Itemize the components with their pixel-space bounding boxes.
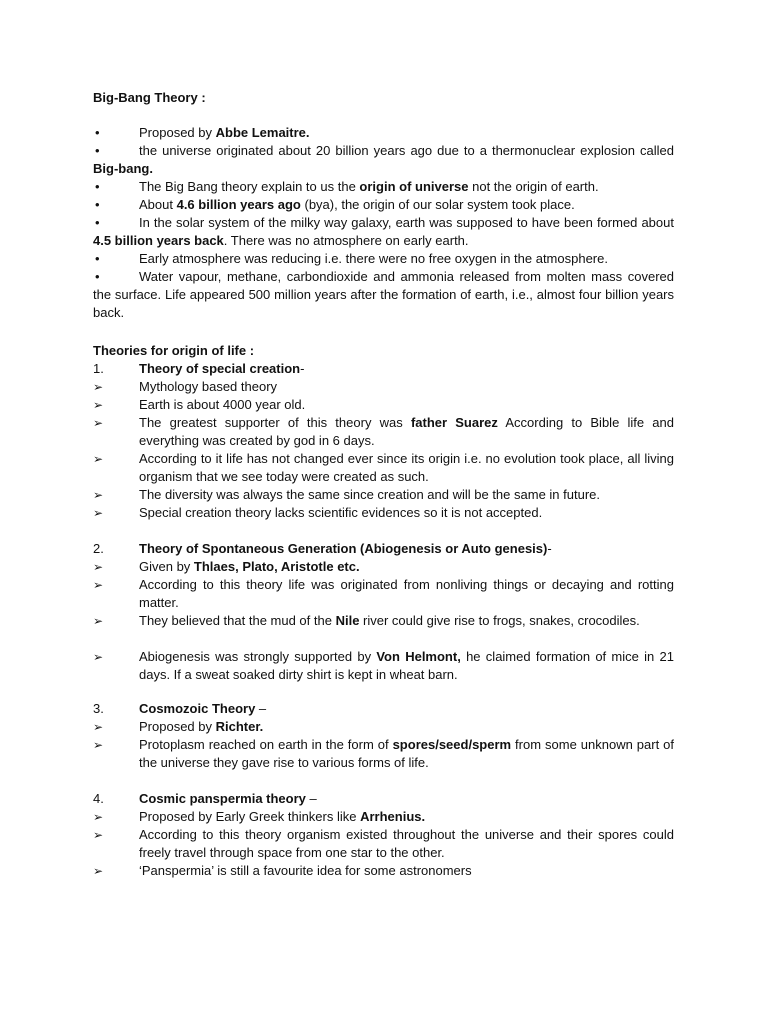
bold-text: Nile	[335, 613, 360, 628]
section-number: 4.	[93, 791, 104, 806]
bigbang-bullet-item	[93, 196, 674, 214]
list-item-text	[139, 576, 674, 612]
bullet-icon: •	[95, 269, 100, 284]
text-run: Water vapour, methane, carbondioxide and ammonia released from molten mass covered the surface. Life appeared 500 million years after the formation of earth, i.e., almost four billion years back.	[93, 269, 674, 320]
list-item-text	[139, 612, 674, 630]
bold-text: Cosmozoic Theory	[139, 701, 256, 716]
bold-text: origin of universe	[359, 179, 469, 194]
text-run: he claimed formation of mice in 21 days. If a sweat soaked dirty shirt is kept in wheat barn.	[139, 649, 674, 682]
text-run: The diversity was always the same since creation and will be the same in future.	[139, 487, 600, 502]
section-number: 3.	[93, 701, 104, 716]
text-run: In the solar system of the milky way galaxy, earth was supposed to have been formed about	[139, 215, 674, 230]
text-run: (bya), the origin of our solar system took place.	[300, 197, 575, 212]
text-run: According to Bible life and everything was created by god in 6 days.	[139, 415, 674, 448]
list-item-text	[139, 718, 674, 736]
bold-text: 4.6 billion years ago	[176, 197, 301, 212]
bigbang-bullet-item	[93, 142, 674, 178]
bigbang-bullet-item	[93, 214, 674, 250]
arrow-bullet-icon: ➢	[93, 810, 104, 824]
bold-text: Thlaes, Plato, Aristotle etc.	[193, 559, 360, 574]
bold-text: father Suarez	[410, 415, 498, 430]
list-item-text	[139, 736, 674, 772]
arrow-bullet-icon: ➢	[93, 488, 104, 502]
bullet-icon: •	[95, 143, 100, 158]
bigbang-bullet-item	[93, 250, 674, 268]
bold-text: Abbe Lemaitre.	[215, 125, 310, 140]
arrow-bullet-icon: ➢	[93, 398, 104, 412]
bold-text: Big-bang.	[93, 161, 153, 176]
arrow-bullet-icon: ➢	[93, 380, 104, 394]
text-run: ‘Panspermia’ is still a favourite idea for some astronomers	[139, 863, 472, 878]
bold-text: Von Helmont,	[376, 649, 461, 664]
bold-text: spores/seed/sperm	[392, 737, 512, 752]
text-run: from some unknown part of the universe they gave rise to various forms of life.	[139, 737, 674, 770]
bigbang-bullet-item	[93, 268, 674, 322]
text-run: According to this theory life was originated from nonliving things or decaying and rotting matter.	[139, 577, 674, 610]
list-item-text	[139, 414, 674, 450]
text-run: not the origin of earth.	[468, 179, 599, 194]
text-run: Special creation theory lacks scientific evidences so it is not accepted.	[139, 505, 543, 520]
bullet-icon: •	[95, 125, 100, 140]
page-title: Big-Bang Theory :	[93, 90, 206, 105]
bold-text: Richter.	[215, 719, 264, 734]
bold-text: Theory of Spontaneous Generation (Abiogenesis or Auto genesis)	[139, 541, 548, 556]
section-title	[139, 790, 674, 808]
bullet-icon: •	[95, 179, 100, 194]
text-run: –	[305, 791, 317, 806]
list-item-text	[139, 826, 674, 862]
arrow-bullet-icon: ➢	[93, 828, 104, 842]
list-item-text	[139, 648, 674, 684]
text-run: river could give rise to frogs, snakes, crocodiles.	[359, 613, 640, 628]
list-item-text	[139, 504, 674, 522]
arrow-bullet-icon: ➢	[93, 614, 104, 628]
text-run: The greatest supporter of this theory was	[139, 415, 411, 430]
list-item-text	[139, 862, 674, 880]
text-run: About	[139, 197, 177, 212]
text-run: Proposed by Early Greek thinkers like	[139, 809, 361, 824]
list-item-text	[139, 396, 674, 414]
arrow-bullet-icon: ➢	[93, 452, 104, 466]
list-item-text	[139, 378, 674, 396]
text-run: They believed that the mud of the	[139, 613, 336, 628]
bigbang-bullet-item	[93, 124, 674, 142]
text-run: Early atmosphere was reducing i.e. there were no free oxygen in the atmosphere.	[139, 251, 608, 266]
bold-text: 4.5 billion years back	[93, 233, 224, 248]
arrow-bullet-icon: ➢	[93, 650, 104, 664]
text-run: Earth is about 4000 year old.	[139, 397, 306, 412]
text-run: –	[255, 701, 267, 716]
theories-heading: Theories for origin of life :	[93, 343, 255, 358]
list-item-text	[139, 808, 674, 826]
arrow-bullet-icon: ➢	[93, 738, 104, 752]
section-number: 2.	[93, 541, 104, 556]
text-run: Proposed by	[139, 125, 216, 140]
text-run: According to it life has not changed ever since its origin i.e. no evolution took place, all living organism that we see today were created as such.	[139, 451, 674, 484]
text-run: the universe originated about 20 billion years ago due to a thermonuclear explosion called	[139, 143, 674, 158]
section-number: 1.	[93, 361, 104, 376]
arrow-bullet-icon: ➢	[93, 506, 104, 520]
arrow-bullet-icon: ➢	[93, 864, 104, 878]
text-run: -	[300, 361, 305, 376]
section-title	[139, 360, 674, 378]
bold-text: Theory of special creation	[139, 361, 301, 376]
text-run: Protoplasm reached on earth in the form of	[139, 737, 393, 752]
list-item-text	[139, 450, 674, 486]
bullet-icon: •	[95, 197, 100, 212]
list-item-text	[139, 558, 674, 576]
text-run: . There was no atmosphere on early earth.	[223, 233, 469, 248]
text-run: Proposed by	[139, 719, 216, 734]
text-run: Mythology based theory	[139, 379, 278, 394]
arrow-bullet-icon: ➢	[93, 560, 104, 574]
bigbang-bullet-item	[93, 178, 674, 196]
text-run: The Big Bang theory explain to us the	[139, 179, 360, 194]
bold-text: Arrhenius.	[360, 809, 426, 824]
list-item-text	[139, 486, 674, 504]
text-run: According to this theory organism existed throughout the universe and their spores could freely travel through space from one star to the other.	[139, 827, 674, 860]
section-title	[139, 700, 674, 718]
arrow-bullet-icon: ➢	[93, 578, 104, 592]
bullet-icon: •	[95, 215, 100, 230]
bold-text: Cosmic panspermia theory	[139, 791, 306, 806]
arrow-bullet-icon: ➢	[93, 720, 104, 734]
text-run: Abiogenesis was strongly supported by	[139, 649, 377, 664]
arrow-bullet-icon: ➢	[93, 416, 104, 430]
bullet-icon: •	[95, 251, 100, 266]
text-run: Given by	[139, 559, 194, 574]
text-run: -	[547, 541, 552, 556]
section-title	[139, 540, 674, 558]
